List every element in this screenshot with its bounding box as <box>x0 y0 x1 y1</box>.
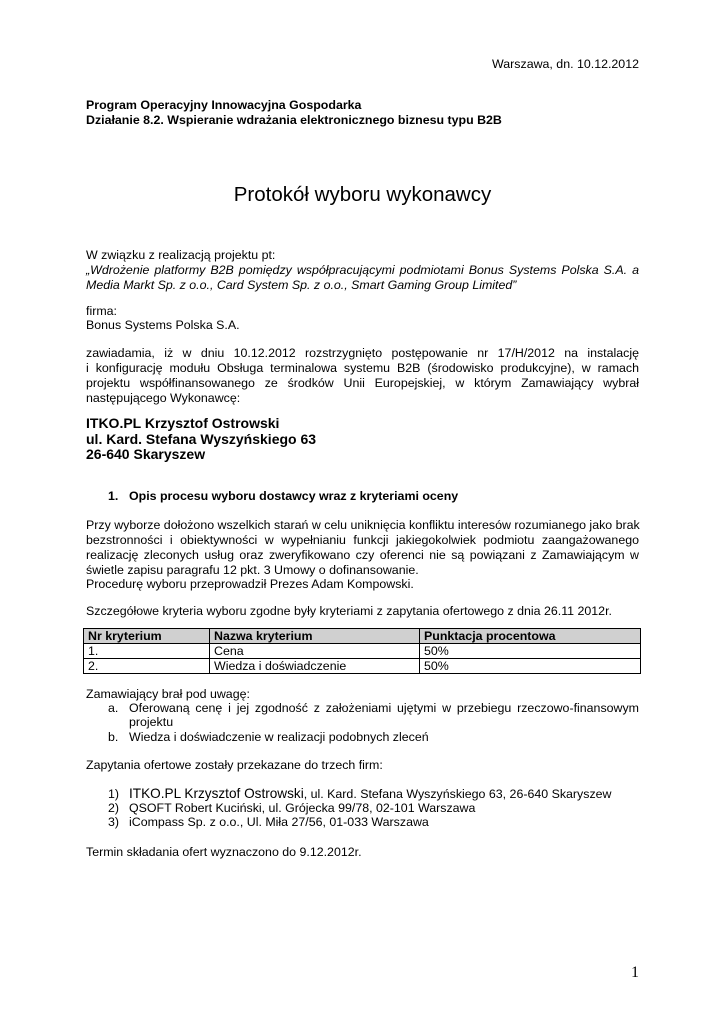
column-header: Punktacja procentowa <box>420 629 641 644</box>
criteria-intro: Szczegółowe kryteria wyboru zgodne były kryteriami z zapytania ofertowego z dnia 26.11 2012r. <box>86 604 612 618</box>
notice-line-1: zawiadamia, iż w dniu 10.12.2012 rozstrzygnięto postępowanie nr 17/H/2012 na instalację <box>86 346 639 360</box>
contractor-street: ul. Kard. Stefana Wyszyńskiego 63 <box>86 431 317 447</box>
considered-lead: Zamawiający brał pod uwagę: <box>86 687 250 701</box>
table-cell: Cena <box>210 644 420 659</box>
firm-address: , ul. Kard. Stefana Wyszyńskiego 63, 26-640 Skaryszew <box>303 787 612 801</box>
list-item <box>129 786 649 802</box>
process-line-3: realizację zleconych usług oraz zweryfikowano czy oferenci nie są powiązani z Zamawiającym w <box>86 548 639 562</box>
contractor-city: 26-640 Skaryszew <box>86 446 206 462</box>
table-header-row <box>84 629 641 644</box>
table-cell: 50% <box>420 659 641 674</box>
table-cell: 50% <box>420 644 641 659</box>
table-cell: 2. <box>84 659 210 674</box>
firm-address: , Ul. Miła 27/56, 01-033 Warszawa <box>239 815 429 829</box>
list-marker: 1) <box>108 787 120 801</box>
page-number: 1 <box>631 964 639 981</box>
process-line-5: Procedurę wyboru przeprowadził Prezes Adam Kompowski. <box>86 577 414 591</box>
criteria-table <box>83 628 641 674</box>
firm-label: firma: <box>86 304 117 318</box>
list-marker: a. <box>108 701 119 715</box>
notice-line-4: następującego Wykonawcę: <box>86 391 241 405</box>
page-title: Protokół wyboru wykonawcy <box>233 183 492 206</box>
project-title-line-1: „Wdrożenie platformy B2B pomiędzy współpracującymi podmiotami Bonus Systems Polska S.A. a <box>86 263 639 277</box>
process-line-2: bezstronności i obiektywności w wypełnianiu funkcji jakiegokolwiek podmiotu zaangażowanego <box>86 533 639 547</box>
firm-name: QSOFT Robert Kuciński <box>129 801 262 815</box>
consideration-b: Wiedza i doświadczenie w realizacji podobnych zleceń <box>129 730 429 744</box>
offer-deadline: Termin składania ofert wyznaczono do 9.12.2012r. <box>86 845 362 859</box>
action-name: Działanie 8.2. Wspieranie wdrażania elektronicznego biznesu typu B2B <box>86 113 502 127</box>
table-cell: 1. <box>84 644 210 659</box>
column-header: Nazwa kryterium <box>210 629 420 644</box>
process-line-4: świetle zapisu paragrafu 12 pkt. 3 Umowy o dofinansowanie. <box>86 563 419 577</box>
notice-line-3: projektu współfinansowanego ze środków Unii Europejskiej, w którym Zamawiający wybrał <box>86 376 639 390</box>
process-line-1: Przy wyborze dołożono wszelkich starań w celu uniknięcia konfliktu interesów rozumianego jako brak <box>86 518 640 532</box>
intro-lead: W związku z realizacją projektu pt: <box>86 248 276 262</box>
firm-name: iCompass Sp. z o.o. <box>129 815 240 829</box>
document-date: Warszawa, dn. 10.12.2012 <box>492 57 639 71</box>
firm-name: Bonus Systems Polska S.A. <box>86 318 240 332</box>
list-marker: b. <box>108 730 119 744</box>
table-cell: Wiedza i doświadczenie <box>210 659 420 674</box>
column-header: Nr kryterium <box>84 629 210 644</box>
table-row <box>84 659 641 674</box>
list-item <box>129 815 639 830</box>
notice-line-2: i konfigurację modułu Obsługa terminalowa systemu B2B (środowisko produkcyjne), w ramach <box>86 361 639 375</box>
section-number: 1. <box>108 489 119 503</box>
firm-address: , ul. Grójecka 99/78, 02-101 Warszawa <box>261 801 476 815</box>
firm-name: ITKO.PL Krzysztof Ostrowski <box>129 786 304 801</box>
section-heading: Opis procesu wyboru dostawcy wraz z kryteriami oceny <box>129 489 459 503</box>
consideration-a-line-1: Oferowaną cenę i jej zgodność z założeniami ujętymi w przebiegu rzeczowo-finansowym <box>129 701 639 715</box>
table-row <box>84 644 641 659</box>
contractor-name: ITKO.PL Krzysztof Ostrowski <box>86 415 280 431</box>
list-marker: 2) <box>108 801 120 815</box>
inquiries-lead: Zapytania ofertowe zostały przekazane do trzech firm: <box>86 758 383 772</box>
program-name: Program Operacyjny Innowacyjna Gospodarka <box>86 98 362 112</box>
list-marker: 3) <box>108 815 120 829</box>
project-title-line-2: Media Markt Sp. z o.o., Card System Sp. z o.o., Smart Gaming Group Limited” <box>86 278 517 292</box>
consideration-a-line-2: projektu <box>129 715 174 729</box>
list-item <box>129 801 639 816</box>
